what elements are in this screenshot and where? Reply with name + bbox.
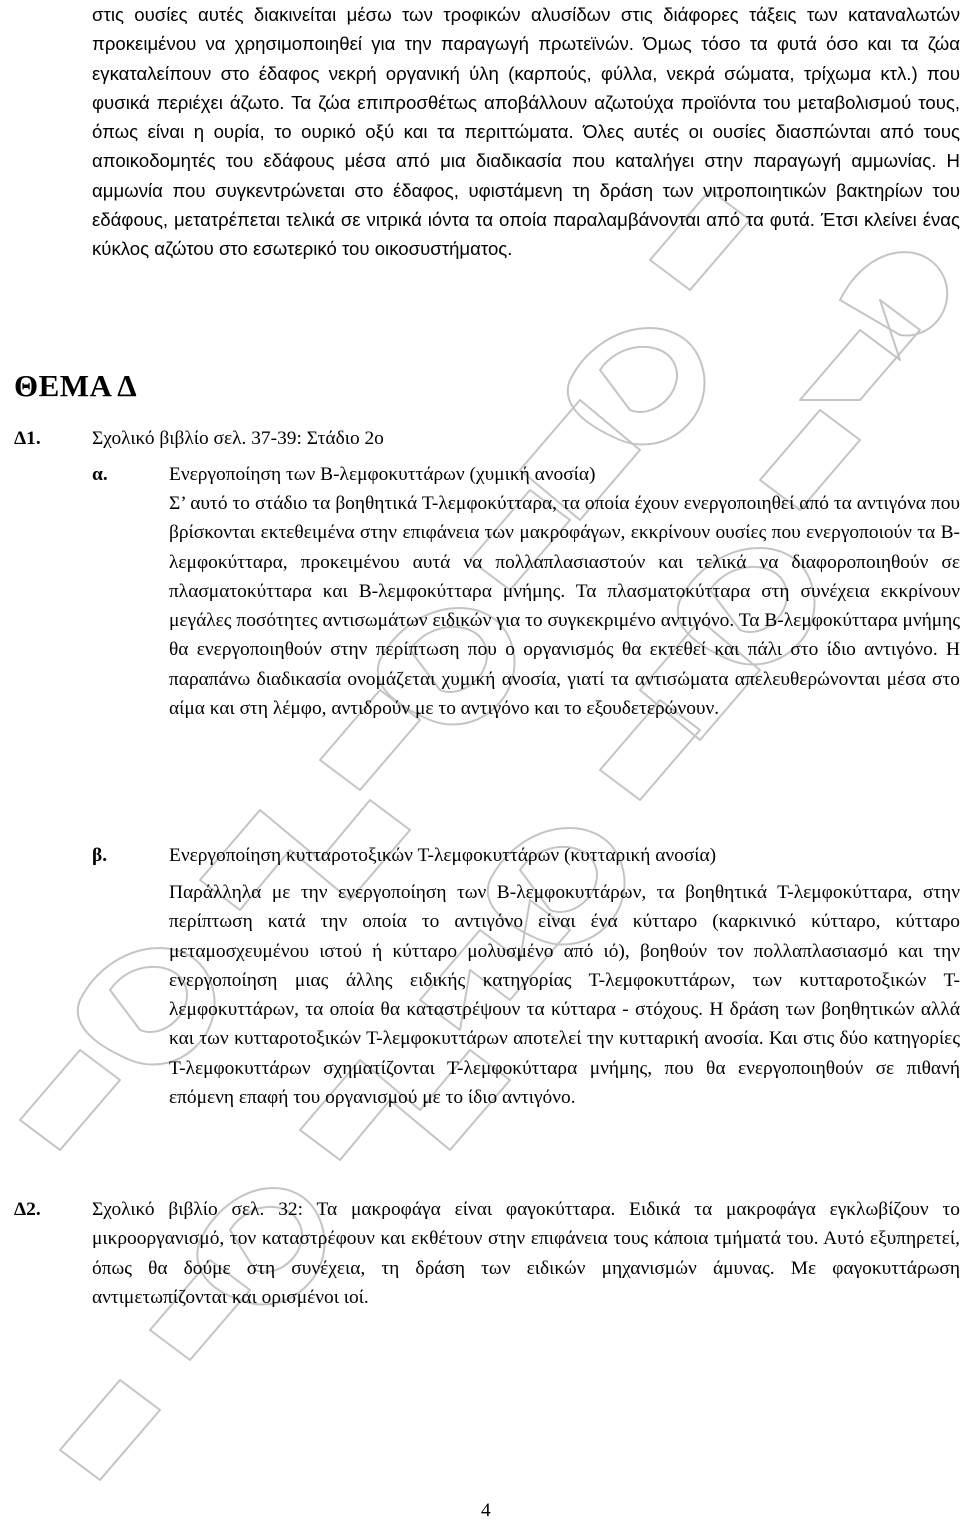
question-d1-label: Δ1. <box>14 428 41 449</box>
subquestion-b-title: Ενεργοποίηση κυτταροτοξικών Τ-λεμφοκυττάρων (κυτταρική ανοσία) <box>169 845 717 866</box>
intro-paragraph: στις ουσίες αυτές διακινείται μέσω των τροφικών αλυσίδων στις διάφορες τάξεις των καταναλωτών προκειμένου να χρησιμοποιηθεί για την παραγωγή πρωτεϊνών. Όμως τόσο τα φυτά όσο και τα ζώα εγκαταλείπουν στο έδαφος νεκρή οργανική ύλη (καρπούς, φύλλα, νεκρά σώματα, τρίχωμα κτλ.) που φυσικά περιέχει άζωτο. Τα ζώα επιπροσθέτως αποβάλλουν αζωτούχα προϊόντα του μεταβολισμού τους, όπως είναι η ουρία, το ουρικό οξύ και τα περιττώματα. Όλες αυτές οι ουσίες διασπώνται από τους αποικοδομητές του εδάφους μέσα από μια διαδικασία που καταλήγει στην παραγωγή αμμωνίας. Η αμμωνία που συγκεντρώνεται στο έδαφος, υφιστάμενη τη δράση των νιτροποιητικών βακτηρίων του εδάφους, μετατρέπεται τελικά σε νιτρικά ιόντα τα οποία παραλαμβάνονται από τα φυτά. Έτσι κλείνει ένας κύκλος αζώτου στο εσωτερικό του οικοσυστήματος. <box>92 4 960 260</box>
subquestion-b-label: β. <box>92 845 108 866</box>
subquestion-a-body: Σ’ αυτό το στάδιο τα βοηθητικά Τ-λεμφοκύτταρα, τα οποία έχουν ενεργοποιηθεί από τα αντιγόνα που βρίσκονται εκτεθειμένα στην επιφάνεια των μακροφάγων, εκκρίνουν ουσίες που ενεργοποιούν τα Β-λεμφοκύτταρα, προκειμένου αυτά να πολλαπλασιαστούν και τελικά να διαφοροποιηθούν σε πλασματοκύτταρα και Β-λεμφοκύτταρα μνήμης. Τα πλασματοκύτταρα στη συνέχεια εκκρίνουν μεγάλες ποσότητες αντισωμάτων ειδικών για το συγκεκριμένο αντιγόνο. Τα Β-λεμφοκύτταρα μνήμης θα ενεργοποιηθούν στην περίπτωση που ο οργανισμός θα εκτεθεί και πάλι στο ίδιο αντιγόνο. Η παραπάνω διαδικασία ονομάζεται χυμική ανοσία, γιατί τα αντισώματα απελευθερώνονται μέσα στο αίμα και στη λέμφο, αντιδρούν με το αντιγόνο και το εξουδετερώνουν. <box>169 493 960 720</box>
subquestion-a-label: α. <box>92 464 108 485</box>
question-d2-label: Δ2. <box>14 1199 41 1220</box>
page-number: 4 <box>481 1500 491 1521</box>
subquestion-b-body: Παράλληλα με την ενεργοποίηση των Β-λεμφοκυττάρων, τα βοηθητικά Τ-λεμφοκύτταρα, στην περίπτωση κατά την οποία το αντιγόνο είναι ένα κύτταρο (καρκινικό κύτταρο, κύτταρο μεταμοσχευμένου ιστού ή κύτταρο μολυσμένο από ιό), βοηθούν τον πολλαπλασιασμό και την ενεργοποίηση μιας άλλης ειδικής κατηγορίας Τ-λεμφοκυττάρων, των κυτταροτοξικών Τ-λεμφοκυττάρων, τα οποία θα καταστρέψουν τα κύτταρα - στόχους. Η δράση των βοηθητικών αλλά και των κυτταροτοξικών Τ-λεμφοκυττάρων αποτελεί την κυτταρική ανοσία. Και στις δύο κατηγορίες Τ-λεμφοκυττάρων σχηματίζονται Τ-λεμφοκύτταρα μνήμης, που θα ενεργοποιηθούν σε πιθανή επόμενη επαφή του οργανισμού με το ίδιο αντιγόνο. <box>169 882 960 1109</box>
subquestion-a-title: Ενεργοποίηση των Β-λεμφοκυττάρων (χυμική ανοσία) <box>169 464 596 485</box>
question-d1-reference: Σχολικό βιβλίο σελ. 37-39: Στάδιο 2ο <box>92 428 384 449</box>
section-heading: ΘΕΜΑ Δ <box>14 368 138 403</box>
question-d2-body: Σχολικό βιβλίο σελ. 32: Τα μακροφάγα είναι φαγοκύτταρα. Ειδικά τα μακροφάγα εγκλωβίζουν το μικροοργανισμό, τον καταστρέφουν και εκθέτουν στην επιφάνεια τους κάποια τμήματά του. Αυτό εξυπηρετεί, όπως θα δούμε στη συνέχεια, τη δράση των ειδικών μηχανισμών άμυνας. Με φαγοκυττάρωση αντιμετωπίζονται και ορισμένοι ιοί. <box>92 1199 960 1308</box>
